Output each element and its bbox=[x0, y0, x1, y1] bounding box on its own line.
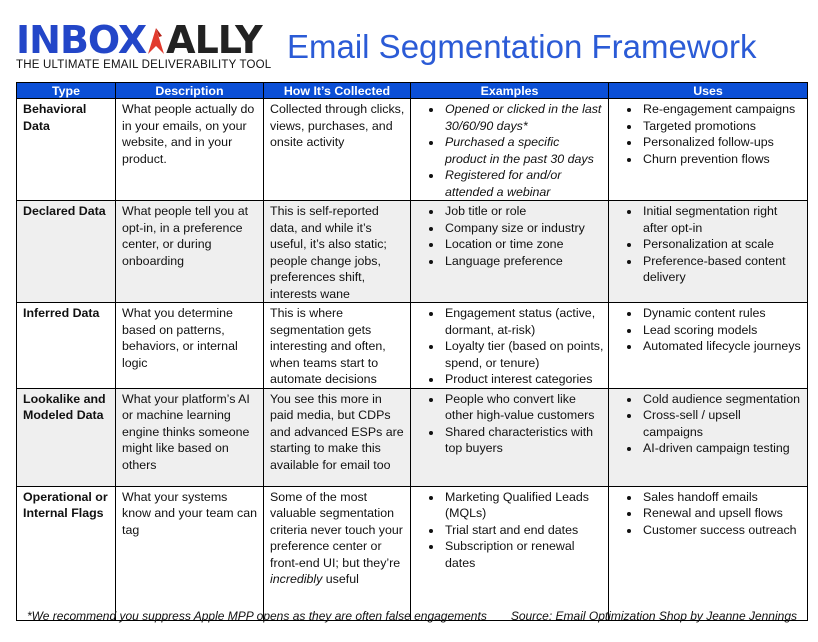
list-item: • Renewal and upsell flows bbox=[641, 505, 803, 522]
list-item: • Cold audience segmentation bbox=[641, 391, 803, 408]
footnote: *We recommend you suppress Apple MPP opens as they are often false engagements bbox=[27, 609, 487, 623]
table-header-row bbox=[17, 83, 808, 99]
row-examples bbox=[411, 303, 609, 389]
row-collected bbox=[264, 486, 411, 620]
list-item: • Subscription or renewal dates bbox=[443, 538, 604, 571]
table-row-lookalike bbox=[17, 388, 808, 486]
list-item: • Automated lifecycle journeys bbox=[641, 338, 803, 355]
list-item: • Language preference bbox=[443, 253, 604, 270]
list-item: • Location or time zone bbox=[443, 236, 604, 253]
list-item: • Trial start and end dates bbox=[443, 522, 604, 539]
list-item: • Customer success outreach bbox=[641, 522, 803, 539]
row-collected: This is where segmentation gets interesting and often, when teams start to automate decisions bbox=[264, 303, 411, 389]
row-description: What your systems know and your team can tag bbox=[116, 486, 264, 620]
list-item: • Re-engagement campaigns bbox=[641, 101, 803, 118]
uses-list bbox=[615, 101, 803, 167]
list-item: • Personalization at scale bbox=[641, 236, 803, 253]
list-item: • Targeted promotions bbox=[641, 118, 803, 135]
logo-tagline: THE ULTIMATE EMAIL DELIVERABILITY TOOL bbox=[16, 59, 272, 71]
column-header-collected: How It’s Collected bbox=[264, 83, 411, 99]
list-item: • Marketing Qualified Leads (MQLs) bbox=[443, 489, 604, 522]
list-item: • Preference-based content delivery bbox=[641, 253, 803, 286]
row-examples bbox=[411, 201, 609, 303]
row-type: Operational or Internal Flags bbox=[17, 486, 116, 620]
logo-arrow-icon bbox=[146, 24, 166, 54]
row-type: Inferred Data bbox=[17, 303, 116, 389]
list-item: • Opened or clicked in the last 30/60/90 days* bbox=[443, 101, 604, 134]
table-row-behavioral bbox=[17, 99, 808, 201]
row-description: What your platform’s AI or machine learning engine thinks someone might like based on others bbox=[116, 388, 264, 486]
examples-list bbox=[417, 203, 604, 269]
row-type: Lookalike and Modeled Data bbox=[17, 388, 116, 486]
column-header-uses: Uses bbox=[609, 83, 808, 99]
list-item: • Dynamic content rules bbox=[641, 305, 803, 322]
segmentation-table bbox=[16, 82, 808, 621]
examples-list bbox=[417, 391, 604, 457]
table-row-inferred bbox=[17, 303, 808, 389]
row-examples bbox=[411, 388, 609, 486]
row-description: What people actually do in your emails, on your website, and in your product. bbox=[116, 99, 264, 201]
row-uses bbox=[609, 99, 808, 201]
row-description: What people tell you at opt-in, in a preference center, or during onboarding bbox=[116, 201, 264, 303]
table-row-declared bbox=[17, 201, 808, 303]
examples-list bbox=[417, 489, 604, 572]
table-row-operational bbox=[17, 486, 808, 620]
column-header-examples: Examples bbox=[411, 83, 609, 99]
list-item: • Cross-sell / upsell campaigns bbox=[641, 407, 803, 440]
list-item: • Job title or role bbox=[443, 203, 604, 220]
row-uses bbox=[609, 201, 808, 303]
collected-text-end: useful bbox=[322, 572, 359, 586]
list-item: • Shared characteristics with top buyers bbox=[443, 424, 604, 457]
uses-list bbox=[615, 203, 803, 286]
logo-wordmark bbox=[16, 20, 276, 60]
page-title: Email Segmentation Framework bbox=[287, 28, 757, 65]
list-item: • AI-driven campaign testing bbox=[641, 440, 803, 457]
row-uses bbox=[609, 486, 808, 620]
logo-word-dark: ALLY bbox=[166, 18, 262, 62]
uses-list bbox=[615, 305, 803, 355]
page-header bbox=[0, 0, 818, 82]
column-header-type: Type bbox=[17, 83, 116, 99]
list-item: • Purchased a specific product in the past 30 days bbox=[443, 134, 604, 167]
row-uses bbox=[609, 303, 808, 389]
column-header-description: Description bbox=[116, 83, 264, 99]
row-examples bbox=[411, 486, 609, 620]
list-item: • Initial segmentation right after opt-in bbox=[641, 203, 803, 236]
row-description: What you determine based on patterns, behaviors, or internal logic bbox=[116, 303, 264, 389]
list-item: • Loyalty tier (based on points, spend, or tenure) bbox=[443, 338, 604, 371]
examples-list bbox=[417, 101, 604, 200]
row-type: Behavioral Data bbox=[17, 99, 116, 201]
uses-list bbox=[615, 489, 803, 539]
examples-list bbox=[417, 305, 604, 388]
row-uses bbox=[609, 388, 808, 486]
row-collected: Collected through clicks, views, purchases, and onsite activity bbox=[264, 99, 411, 201]
row-collected: You see this more in paid media, but CDPs and advanced ESPs are starting to make this available for email too bbox=[264, 388, 411, 486]
logo-word-blue: INBOX bbox=[16, 18, 147, 62]
list-item: • Lead scoring models bbox=[641, 322, 803, 339]
collected-text: Some of the most valuable segmentation criteria never touch your preference center or front-end UI; but they’re bbox=[270, 489, 403, 570]
source-credit: Source: Email Optimization Shop by Jeanne Jennings bbox=[510, 609, 797, 623]
row-type: Declared Data bbox=[17, 201, 116, 303]
list-item: • Churn prevention flows bbox=[641, 151, 803, 168]
collected-emphasis: incredibly bbox=[270, 572, 323, 586]
list-item: • Engagement status (active, dormant, at-risk) bbox=[443, 305, 604, 338]
list-item: • Product interest categories bbox=[443, 371, 604, 388]
row-collected: This is self-reported data, and while it’s useful, it’s also static; people change jobs, preferences shift, interests wane bbox=[264, 201, 411, 303]
list-item: • Company size or industry bbox=[443, 220, 604, 237]
list-item: • Personalized follow-ups bbox=[641, 134, 803, 151]
list-item: • Sales handoff emails bbox=[641, 489, 803, 506]
list-item: • People who convert like other high-value customers bbox=[443, 391, 604, 424]
list-item: • Registered for and/or attended a webinar bbox=[443, 167, 604, 200]
inboxally-logo bbox=[16, 20, 276, 71]
row-examples bbox=[411, 99, 609, 201]
uses-list bbox=[615, 391, 803, 457]
